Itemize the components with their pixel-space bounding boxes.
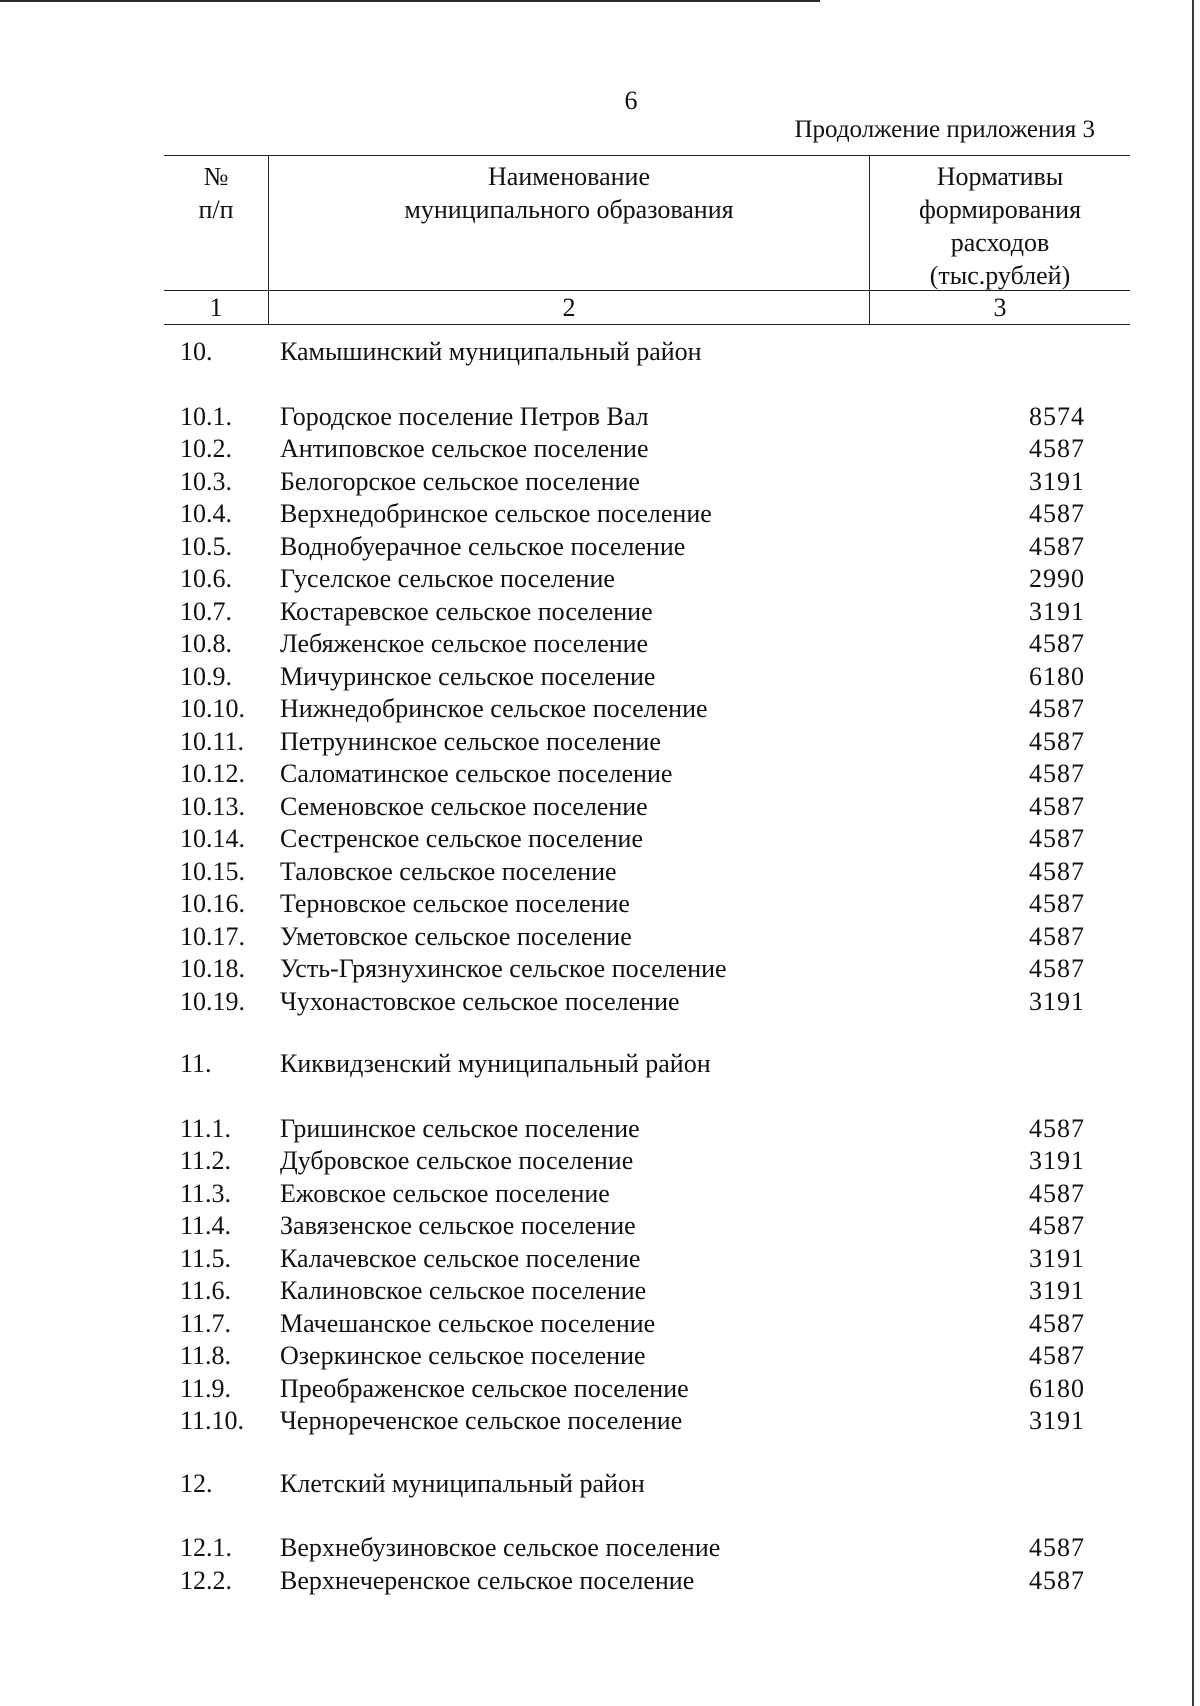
table-body [180, 336, 1085, 1597]
row-number: 11.5. [180, 1243, 232, 1273]
header-col3-line: Нормативы [936, 162, 1064, 191]
settlement-name: Петрунинское сельское поселение [280, 726, 661, 756]
row-number: 10.15. [180, 856, 245, 886]
district-heading [180, 336, 1085, 369]
row-number: 10.18. [180, 954, 245, 983]
header-col1-line: № [203, 162, 229, 191]
settlement-name: Калачевское сельское поселение [280, 1243, 641, 1273]
expense-norm-value: 4587 [1029, 921, 1085, 951]
expense-norm-value: 2990 [1029, 564, 1085, 593]
district-number: 12. [180, 1468, 213, 1498]
expense-norm-value: 4587 [1029, 791, 1085, 821]
district-section [180, 1468, 1085, 1598]
district-heading [180, 1048, 1085, 1081]
expense-norm-value: 4587 [1029, 1341, 1085, 1370]
table-row [180, 563, 1085, 596]
table-row [180, 466, 1085, 499]
row-number: 12.1. [180, 1533, 232, 1562]
table-row [180, 1308, 1085, 1341]
settlement-name: Саломатинское сельское поселение [280, 759, 673, 788]
expense-norm-value: 4587 [1029, 759, 1085, 788]
row-number: 11.9. [180, 1373, 232, 1403]
district-number: 10. [180, 337, 213, 366]
district-number: 11. [180, 1049, 212, 1078]
header-col-number [164, 156, 269, 290]
expense-norm-value: 4587 [1029, 1113, 1085, 1143]
table-row [180, 1373, 1085, 1406]
expense-norm-value: 4587 [1029, 1533, 1085, 1562]
table-row [180, 1340, 1085, 1373]
expense-norm-value: 4587 [1029, 629, 1085, 658]
table-row [180, 693, 1085, 726]
settlement-name: Антиповское сельское поселение [280, 434, 649, 463]
settlement-name: Преображенское сельское поселение [280, 1373, 689, 1403]
district-section [180, 1048, 1085, 1438]
settlement-name: Верхнебузиновское сельское поселение [280, 1533, 721, 1562]
expense-norm-value: 6180 [1029, 1373, 1085, 1403]
table-row [180, 1405, 1085, 1438]
expense-norm-value: 4587 [1029, 1308, 1085, 1338]
column-number-3: 3 [993, 293, 1007, 322]
settlement-name: Таловское сельское поселение [280, 856, 617, 886]
table-row [180, 953, 1085, 986]
settlement-name: Верхнечеренское сельское поселение [280, 1565, 695, 1595]
table-row [180, 986, 1085, 1019]
row-number: 10.6. [180, 564, 232, 593]
settlement-name: Верхнедобринское сельское поселение [280, 499, 712, 528]
expense-norm-value: 4587 [1029, 889, 1085, 918]
settlement-name: Усть-Грязнухинское сельское поселение [280, 954, 727, 983]
row-number: 10.3. [180, 466, 232, 496]
table-row [180, 498, 1085, 531]
expense-norm-value: 3191 [1029, 466, 1085, 496]
row-number: 11.1. [180, 1113, 232, 1143]
row-number: 10.16. [180, 889, 245, 918]
header-col3-line: расходов [950, 228, 1050, 257]
scan-right-edge [1192, 0, 1194, 1706]
table-row [180, 921, 1085, 954]
settlement-name: Озеркинское сельское поселение [280, 1341, 646, 1370]
row-number: 10.5. [180, 531, 232, 561]
page-number: 6 [624, 86, 638, 115]
scan-top-edge [0, 0, 820, 2]
settlement-name: Калиновское сельское поселение [280, 1276, 647, 1305]
table-row [180, 1243, 1085, 1276]
expense-norm-value: 4587 [1029, 694, 1085, 723]
expense-norm-value: 4587 [1029, 726, 1085, 756]
header-titles-row [164, 155, 1130, 291]
expense-norm-value: 3191 [1029, 1276, 1085, 1305]
expense-norm-value: 4587 [1029, 1565, 1085, 1595]
settlement-name: Терновское сельское поселение [280, 889, 630, 918]
settlement-name: Чернореченское сельское поселение [280, 1406, 683, 1435]
row-number: 10.2. [180, 434, 232, 463]
settlement-name: Завязенское сельское поселение [280, 1211, 636, 1240]
row-number: 10.7. [180, 596, 232, 626]
settlement-name: Городское поселение Петров Вал [280, 401, 649, 431]
expense-norm-value: 4587 [1029, 434, 1085, 463]
expense-norm-value: 3191 [1029, 596, 1085, 626]
header-col3-line: формирования [918, 195, 1082, 224]
row-number: 11.2. [180, 1146, 232, 1175]
header-col-name [269, 156, 870, 290]
row-number: 10.12. [180, 759, 245, 788]
table-row [180, 791, 1085, 824]
row-number: 10.19. [180, 986, 245, 1016]
table-row [180, 856, 1085, 889]
table-row [180, 726, 1085, 759]
table-row [180, 758, 1085, 791]
settlement-name: Лебяженское сельское поселение [280, 629, 649, 658]
settlement-name: Уметовское сельское поселение [280, 921, 632, 951]
table-row [180, 661, 1085, 694]
row-number: 10.11. [180, 726, 245, 756]
table-row [180, 1210, 1085, 1243]
row-number: 10.14. [180, 824, 245, 853]
table-row [180, 433, 1085, 466]
district-section [180, 336, 1085, 1018]
table-row [180, 531, 1085, 564]
table-header [164, 155, 1130, 325]
row-number: 12.2. [180, 1565, 232, 1595]
header-col-norms [870, 156, 1130, 290]
table-row [180, 823, 1085, 856]
settlement-name: Гришинское сельское поселение [280, 1113, 640, 1143]
row-number: 10.13. [180, 791, 245, 821]
table-row [180, 888, 1085, 921]
row-number: 11.4. [180, 1211, 232, 1240]
appendix-label: Продолжение приложения 3 [794, 116, 1095, 143]
table-row [180, 1565, 1085, 1598]
table-row [180, 628, 1085, 661]
table-row [180, 401, 1085, 434]
expense-norm-value: 8574 [1029, 401, 1085, 431]
expense-norm-value: 6180 [1029, 661, 1085, 691]
row-number: 10.17. [180, 921, 245, 951]
settlement-name: Дубровское сельское поселение [280, 1146, 634, 1175]
district-title: Киквидзенский муниципальный район [280, 1049, 711, 1078]
settlement-name: Воднобуерачное сельское поселение [280, 531, 686, 561]
row-number: 10.4. [180, 499, 232, 528]
district-heading [180, 1468, 1085, 1501]
expense-norm-value: 3191 [1029, 986, 1085, 1016]
row-number: 10.9. [180, 661, 232, 691]
table-row [180, 1532, 1085, 1565]
expense-norm-value: 4587 [1029, 531, 1085, 561]
settlement-name: Гуселское сельское поселение [280, 564, 615, 593]
row-number: 10.8. [180, 629, 232, 658]
expense-norm-value: 4587 [1029, 1211, 1085, 1240]
expense-norm-value: 4587 [1029, 954, 1085, 983]
district-title: Камышинский муниципальный район [280, 337, 702, 366]
header-col2-line: муниципального образования [404, 195, 734, 224]
settlement-name: Мачешанское сельское поселение [280, 1308, 656, 1338]
row-number: 11.7. [180, 1308, 232, 1338]
header-column-numbers-row [164, 291, 1130, 325]
row-number: 10.1. [180, 401, 232, 431]
header-col1-line: п/п [198, 195, 234, 224]
row-number: 11.6. [180, 1276, 232, 1305]
settlement-name: Сестренское сельское поселение [280, 824, 644, 853]
settlement-name: Костаревское сельское поселение [280, 596, 653, 626]
table-row [180, 596, 1085, 629]
settlement-name: Мичуринское сельское поселение [280, 661, 656, 691]
expense-norm-value: 3191 [1029, 1146, 1085, 1175]
column-number-1: 1 [164, 291, 269, 324]
table-row [180, 1145, 1085, 1178]
table-row [180, 1178, 1085, 1211]
settlement-name: Ежовское сельское поселение [280, 1178, 610, 1208]
settlement-name: Белогорское сельское поселение [280, 466, 640, 496]
settlement-name: Чухонастовское сельское поселение [280, 986, 680, 1016]
table-row [180, 1275, 1085, 1308]
district-title: Клетский муниципальный район [280, 1468, 645, 1498]
column-number-2: 2 [269, 291, 870, 324]
expense-norm-value: 4587 [1029, 499, 1085, 528]
expense-norm-value: 4587 [1029, 856, 1085, 886]
table-row [180, 1113, 1085, 1146]
row-number: 11.3. [180, 1178, 232, 1208]
row-number: 11.8. [180, 1341, 232, 1370]
row-number: 10.10. [180, 694, 245, 723]
header-col3-line: (тыс.рублей) [929, 261, 1071, 290]
expense-norm-value: 3191 [1029, 1243, 1085, 1273]
expense-norm-value: 3191 [1029, 1406, 1085, 1435]
row-number: 11.10. [180, 1406, 245, 1435]
settlement-name: Семеновское сельское поселение [280, 791, 648, 821]
settlement-name: Нижнедобринское сельское поселение [280, 694, 708, 723]
expense-norm-value: 4587 [1029, 824, 1085, 853]
header-col2-line: Наименование [488, 162, 650, 191]
expense-norm-value: 4587 [1029, 1178, 1085, 1208]
